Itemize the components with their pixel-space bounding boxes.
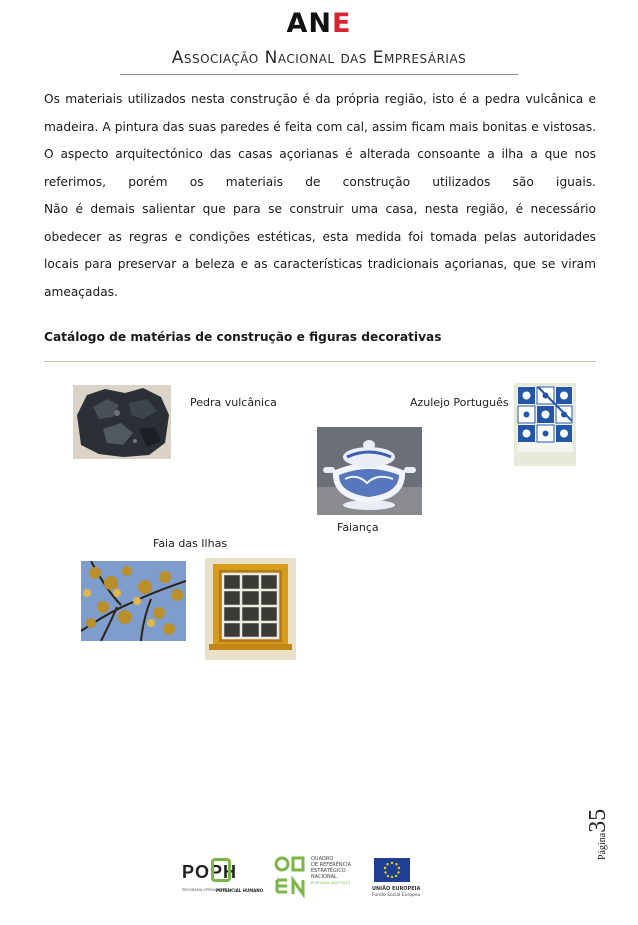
qren-line-4: NACIONAL <box>311 874 337 880</box>
catalog-heading: Catálogo de matérias de construção e figuras decorativas <box>44 330 442 344</box>
poph-logo <box>182 858 266 908</box>
footer-logos <box>0 850 638 910</box>
header-divider <box>120 74 518 75</box>
eu-logo <box>372 858 438 908</box>
eu-line-1: UNIÃO EUROPEIA <box>372 886 421 892</box>
organization-name: Associação Nacional das Empresárias <box>171 48 467 68</box>
qren-line-2: DE REFERÊNCIA <box>311 862 352 868</box>
qren-mark-icon <box>273 854 307 898</box>
catalog-divider <box>44 361 596 362</box>
paragraph-architecture: O aspecto arquitectónico das casas açorianas é alterada consoante a ilha a que nos referimos, porém os materiais de construção utilizados são iguais. <box>44 147 596 189</box>
qren-logo <box>273 854 357 906</box>
eu-flag-icon <box>374 858 410 882</box>
eu-line-2: Fundo Social Europeu <box>372 893 421 898</box>
faia-caption: Faia das Ilhas <box>153 537 228 550</box>
paragraph-rules: Não é demais salientar que para se construir uma casa, nesta região, é necessário obedecer as regras e condições estéticas, esta medida foi tomada pelas autoridades locais para preservar a beleza e as características tradicionais açorianas, que se viram ameaçadas. <box>44 202 596 299</box>
qren-line-1: QUADRO <box>311 856 334 862</box>
poph-subtitle-1: PROGRAMA OPERACIONAL <box>182 888 229 892</box>
page-number-value: 35 <box>585 808 611 833</box>
logo-accent-letter: E <box>332 8 352 39</box>
poph-wordmark: POPH <box>182 862 238 882</box>
qren-line-3: ESTRATÉGICO <box>311 868 346 874</box>
qren-line-5: PORTUGAL 2007-2013 <box>311 881 350 885</box>
poph-subtitle-2: POTENCIAL HUMANO <box>216 888 264 893</box>
azulejo-caption: Azulejo Português <box>410 396 509 409</box>
organization-logo-mark: ANE <box>286 8 352 39</box>
window-image <box>205 558 296 660</box>
azulejo-tile-image <box>514 383 576 466</box>
page-number <box>585 780 625 860</box>
paragraph-materials: Os materiais utilizados nesta construção é da própria região, isto é a pedra vulcânica e madeira. A pintura das suas paredes é feita com cal, assim ficam mais bonitas e vistosas. <box>44 92 596 134</box>
faience-tureen-image <box>317 427 422 515</box>
page-label: Página <box>597 832 608 860</box>
faience-caption: Faiança <box>337 521 379 534</box>
volcanic-rock-caption: Pedra vulcânica <box>190 396 277 409</box>
poph-green-square-icon <box>211 858 231 882</box>
volcanic-rock-image <box>73 385 171 459</box>
faia-tree-image <box>81 561 186 641</box>
